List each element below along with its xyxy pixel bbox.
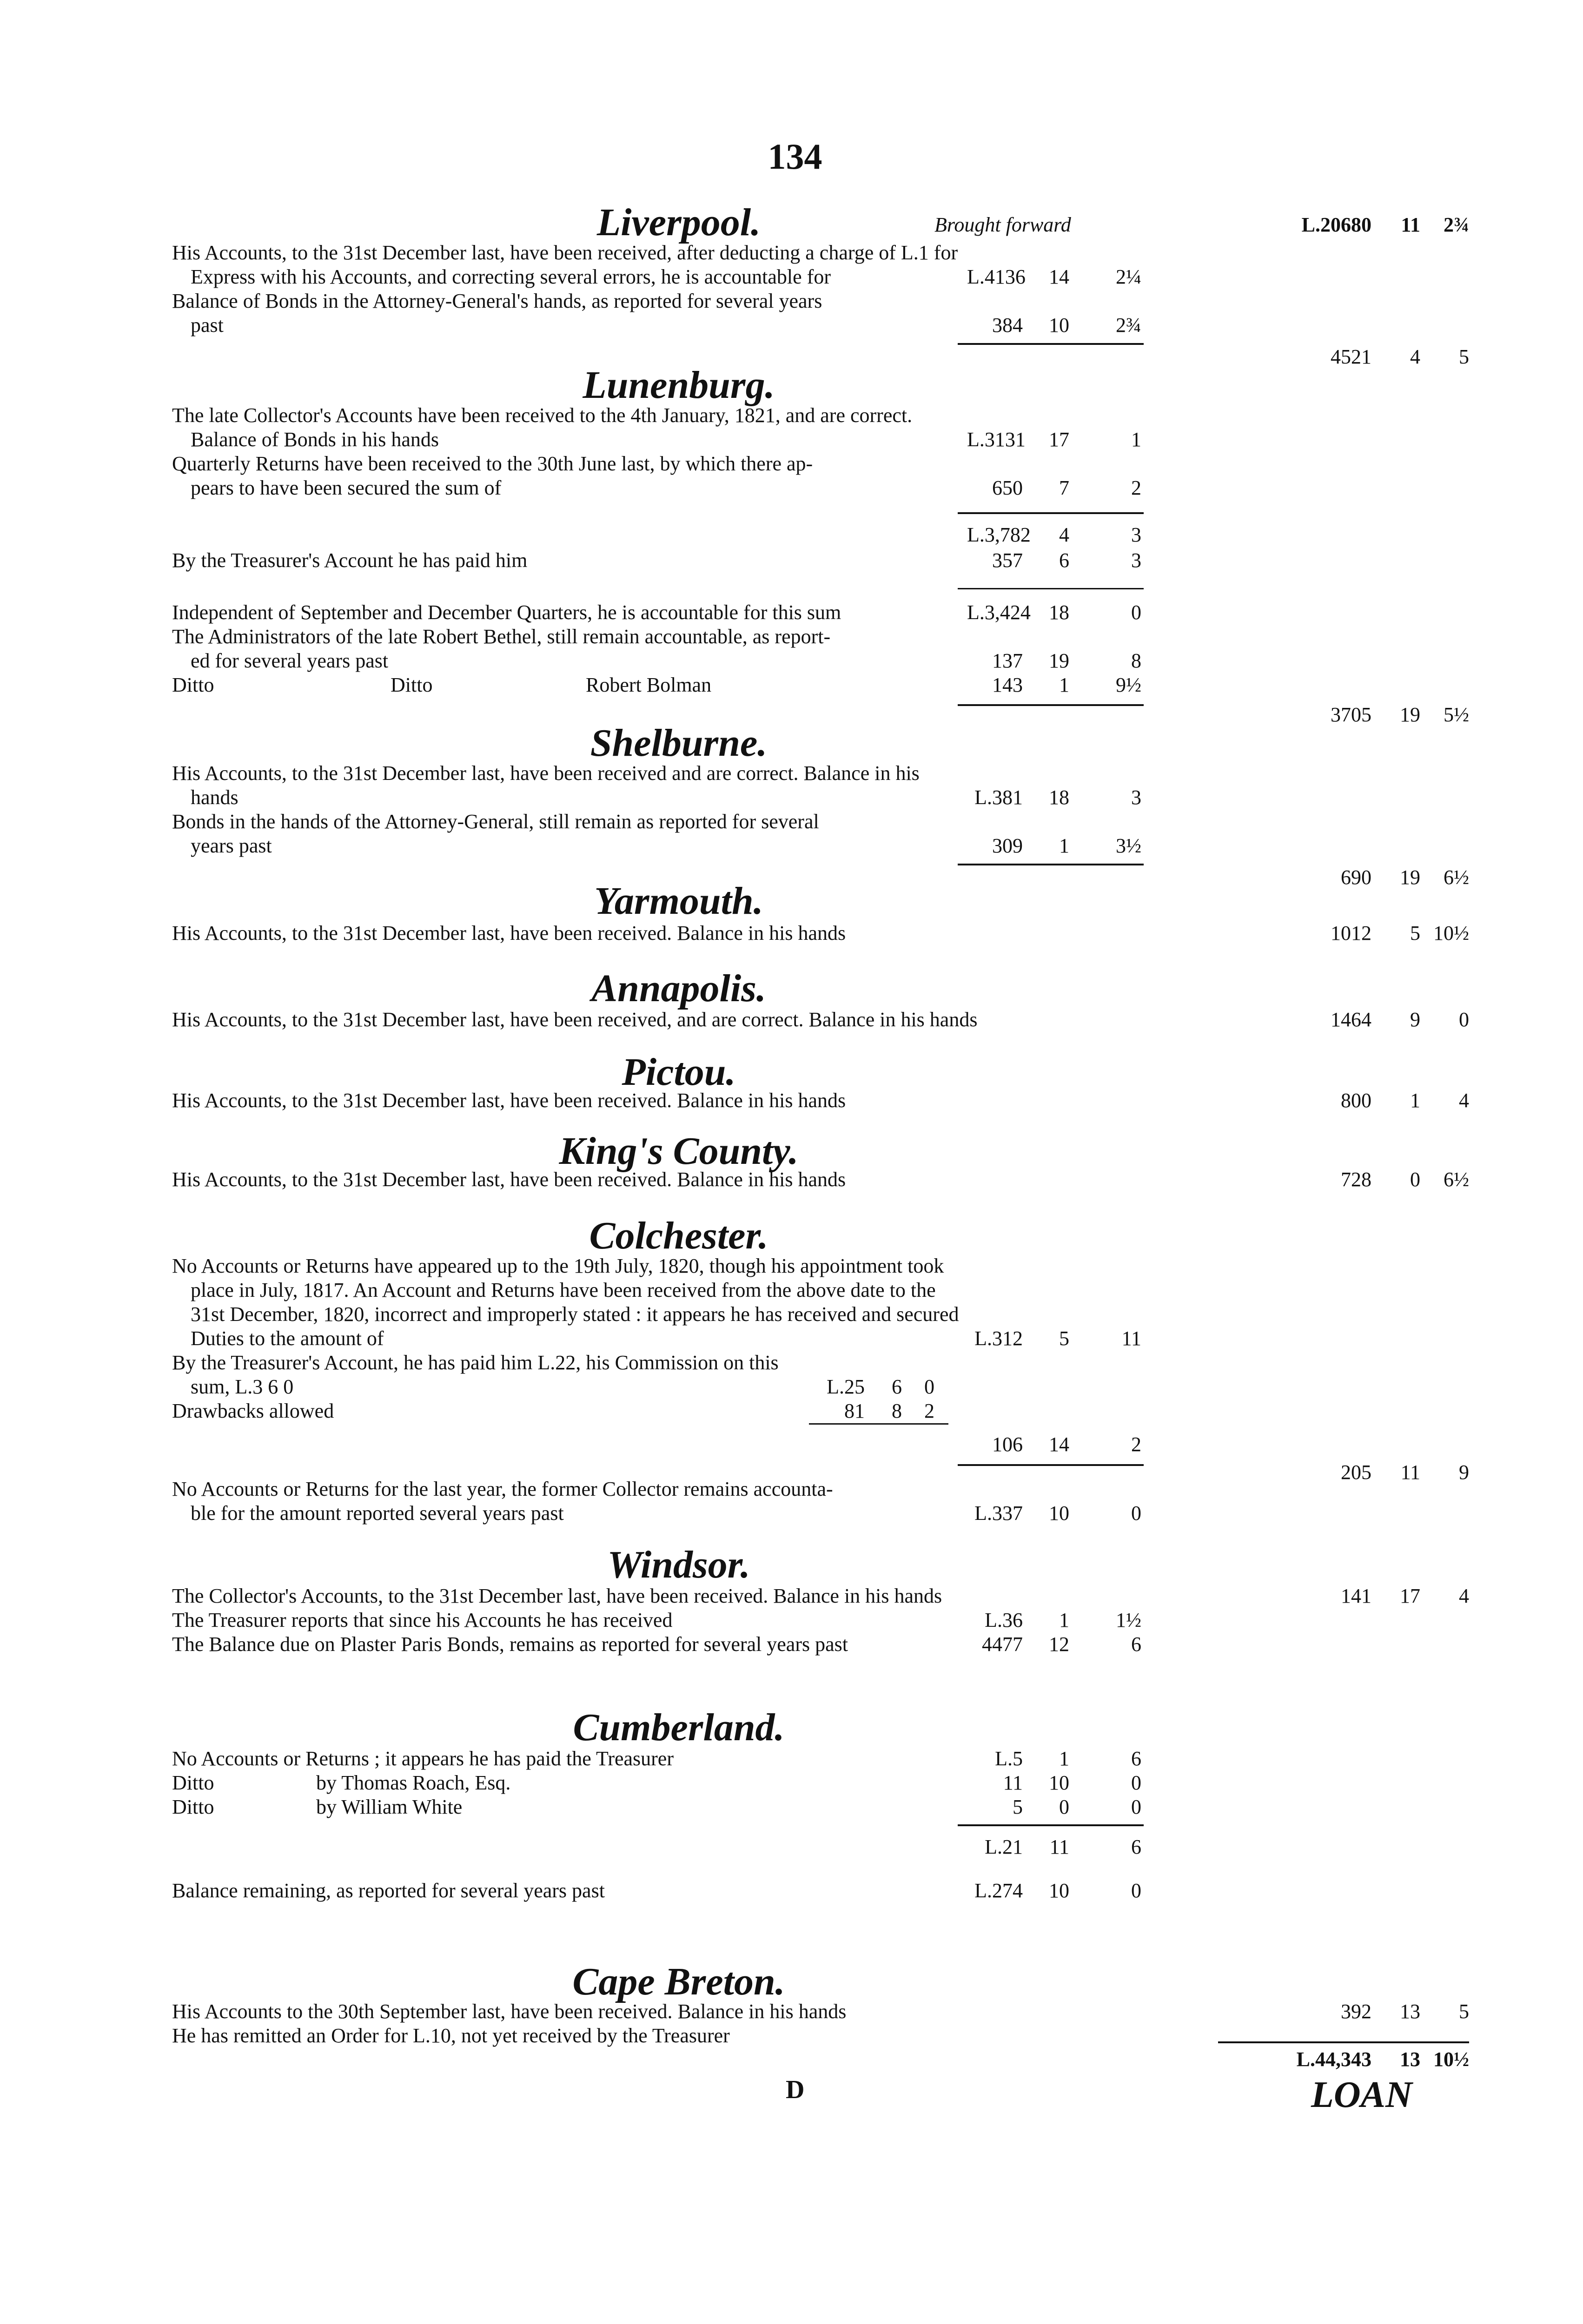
amount-pounds: L.381 — [974, 786, 1023, 809]
windsor-line: The Balance due on Plaster Paris Bonds, remains as reported for several years past — [172, 1633, 848, 1656]
cape-breton-line: He has remitted an Order for L.10, not yet received by the Treasurer — [172, 2024, 730, 2047]
amount-pounds: L.312 — [974, 1327, 1023, 1350]
shelburne-line: Bonds in the hands of the Attorney-General, still remain as reported for several — [172, 810, 819, 833]
total-shillings: 9 — [1410, 1008, 1420, 1031]
total-pounds: 800 — [1341, 1089, 1371, 1112]
total-shillings: 19 — [1400, 866, 1420, 889]
amount-pounds: L.4136 — [967, 265, 1026, 288]
amount-shillings: 10 — [1049, 1879, 1069, 1902]
sum-rule — [958, 588, 1144, 589]
lunenburg-line: The late Collector's Accounts have been received to the 4th January, 1821, and are correct. — [172, 404, 913, 427]
grand-total-pence: 10½ — [1433, 2048, 1469, 2071]
total-pounds: 728 — [1341, 1168, 1371, 1191]
sum-rule — [958, 864, 1144, 865]
amount-pence: 8 — [1131, 649, 1141, 672]
amount-pounds: 384 — [992, 314, 1023, 337]
amount-pounds: L.3,782 — [967, 523, 1031, 546]
section-title-windsor: Windsor. — [607, 1543, 750, 1586]
inner-pounds: L.25 — [827, 1375, 865, 1398]
shelburne-line: hands — [191, 786, 238, 809]
inner-shillings: 6 — [892, 1375, 902, 1398]
windsor-line: The Treasurer reports that since his Accounts he has received — [172, 1609, 673, 1631]
grand-total-rule — [1218, 2041, 1469, 2043]
lunenburg-line: By the Treasurer's Account he has paid him — [172, 549, 528, 572]
cumberland-line: by William White — [316, 1796, 463, 1818]
amount-shillings: 18 — [1049, 786, 1069, 809]
cumberland-line: Ditto — [172, 1796, 214, 1818]
amount-pounds: 650 — [992, 476, 1023, 499]
amount-shillings: 0 — [1059, 1796, 1069, 1818]
section-title-shelburne: Shelburne. — [590, 721, 768, 765]
total-pence: 5½ — [1444, 703, 1469, 726]
amount-shillings: 19 — [1049, 649, 1069, 672]
total-shillings: 13 — [1400, 2000, 1420, 2023]
total-pence: 6½ — [1444, 866, 1469, 889]
liverpool-line: Balance of Bonds in the Attorney-General's hands, as reported for several years — [172, 290, 822, 312]
sum-rule — [809, 1423, 948, 1425]
colchester-line: ble for the amount reported several years past — [191, 1502, 564, 1525]
lunenburg-line: Ditto — [391, 673, 433, 696]
section-title-kings-county: King's County. — [559, 1129, 799, 1173]
lunenburg-line: Quarterly Returns have been received to the 30th June last, by which there ap- — [172, 452, 813, 475]
amount-pounds: L.274 — [974, 1879, 1023, 1902]
section-title-colchester: Colchester. — [589, 1214, 768, 1257]
amount-shillings: 14 — [1049, 1433, 1069, 1456]
total-shillings: 17 — [1400, 1585, 1420, 1607]
grand-total-pounds: L.44,343 — [1296, 2048, 1371, 2071]
amount-pence: 2 — [1131, 476, 1141, 499]
total-pence: 4 — [1459, 1585, 1469, 1607]
total-pence: 0 — [1459, 1008, 1469, 1031]
brought-forward-pounds: L.20680 — [1301, 213, 1371, 236]
lunenburg-line: The Administrators of the late Robert Bethel, still remain accountable, as report- — [172, 625, 831, 648]
colchester-line: Drawbacks allowed — [172, 1400, 334, 1422]
amount-shillings: 10 — [1049, 1771, 1069, 1794]
amount-pence: 6 — [1131, 1835, 1141, 1858]
total-pounds: 141 — [1341, 1585, 1371, 1607]
annapolis-line: His Accounts, to the 31st December last, have been received, and are correct. Balance in his hands — [172, 1008, 978, 1031]
total-shillings: 11 — [1400, 1461, 1420, 1484]
section-title-lunenburg: Lunenburg. — [583, 363, 775, 407]
amount-shillings: 7 — [1059, 476, 1069, 499]
total-pence: 6½ — [1444, 1168, 1469, 1191]
amount-shillings: 1 — [1059, 1747, 1069, 1770]
total-pounds: 3705 — [1331, 703, 1371, 726]
total-pounds: 4521 — [1331, 345, 1371, 368]
total-pence: 4 — [1459, 1089, 1469, 1112]
amount-pounds: 137 — [992, 649, 1023, 672]
pictou-line: His Accounts, to the 31st December last, have been received. Balance in his hands — [172, 1089, 846, 1112]
total-pence: 9 — [1459, 1461, 1469, 1484]
cumberland-line: Ditto — [172, 1771, 214, 1794]
section-title-yarmouth: Yarmouth. — [594, 879, 763, 923]
total-shillings: 5 — [1410, 922, 1420, 944]
amount-shillings: 5 — [1059, 1327, 1069, 1350]
section-title-cumberland: Cumberland. — [573, 1706, 785, 1749]
signature-mark: D — [786, 2075, 805, 2104]
amount-shillings: 1 — [1059, 834, 1069, 857]
amount-pence: 3 — [1131, 549, 1141, 572]
inner-pence: 2 — [924, 1400, 934, 1422]
total-shillings: 4 — [1410, 345, 1420, 368]
sum-rule — [958, 343, 1144, 345]
amount-pence: 0 — [1131, 1879, 1141, 1902]
amount-pence: 6 — [1131, 1747, 1141, 1770]
amount-pounds: 309 — [992, 834, 1023, 857]
cumberland-line: Balance remaining, as reported for several years past — [172, 1879, 605, 1902]
lunenburg-line: Robert Bolman — [586, 673, 712, 696]
shelburne-line: years past — [191, 834, 272, 857]
liverpool-line: His Accounts, to the 31st December last, have been received, after deducting a charge of L.1 for — [172, 241, 958, 264]
amount-pence: 11 — [1121, 1327, 1141, 1350]
brought-forward-shillings: 11 — [1401, 213, 1420, 236]
amount-shillings: 12 — [1049, 1633, 1069, 1656]
amount-pence: 1½ — [1116, 1609, 1141, 1631]
lunenburg-line: Balance of Bonds in his hands — [191, 428, 439, 451]
amount-pounds: 143 — [992, 673, 1023, 696]
sum-rule — [958, 704, 1144, 706]
amount-shillings: 6 — [1059, 549, 1069, 572]
section-title-cape-breton: Cape Breton. — [572, 1960, 785, 2003]
amount-pounds: 357 — [992, 549, 1023, 572]
amount-pence: 0 — [1131, 1771, 1141, 1794]
total-shillings: 1 — [1410, 1089, 1420, 1112]
amount-pounds: 11 — [1003, 1771, 1023, 1794]
brought-forward-label: Brought forward — [934, 213, 1071, 236]
amount-shillings: 10 — [1049, 314, 1069, 337]
amount-pounds: L.36 — [985, 1609, 1023, 1631]
colchester-line: 31st December, 1820, incorrect and improperly stated : it appears he has received and secured — [191, 1303, 959, 1326]
sum-rule — [958, 1824, 1144, 1826]
amount-pounds: L.3131 — [967, 428, 1026, 451]
amount-pounds: L.337 — [974, 1502, 1023, 1525]
amount-pence: 3 — [1131, 786, 1141, 809]
inner-pounds: 81 — [844, 1400, 865, 1422]
total-pounds: 205 — [1341, 1461, 1371, 1484]
amount-pence: 6 — [1131, 1633, 1141, 1656]
amount-shillings: 11 — [1049, 1835, 1069, 1858]
total-pence: 5 — [1459, 345, 1469, 368]
page-number: 134 — [768, 136, 822, 177]
total-shillings: 0 — [1410, 1168, 1420, 1191]
colchester-line: sum, L.3 6 0 — [191, 1375, 294, 1398]
colchester-line: place in July, 1817. An Account and Returns have been received from the above date to the — [191, 1279, 936, 1301]
section-title-annapolis: Annapolis. — [591, 967, 766, 1010]
amount-pence: 0 — [1131, 601, 1141, 624]
inner-pence: 0 — [924, 1375, 934, 1398]
total-pence: 10½ — [1433, 922, 1469, 944]
total-pounds: 1464 — [1331, 1008, 1371, 1031]
inner-shillings: 8 — [892, 1400, 902, 1422]
amount-pence: 2¼ — [1116, 265, 1141, 288]
kings-county-line: His Accounts, to the 31st December last, have been received. Balance in his hands — [172, 1168, 846, 1191]
amount-shillings: 18 — [1049, 601, 1069, 624]
amount-pence: 3 — [1131, 523, 1141, 546]
grand-total-shillings: 13 — [1400, 2048, 1420, 2071]
amount-pence: 1 — [1131, 428, 1141, 451]
amount-pounds: 4477 — [982, 1633, 1023, 1656]
total-pounds: 1012 — [1331, 922, 1371, 944]
colchester-line: By the Treasurer's Account, he has paid him L.22, his Commission on this — [172, 1351, 779, 1374]
yarmouth-line: His Accounts, to the 31st December last, have been received. Balance in his hands — [172, 922, 846, 944]
section-title-liverpool: Liverpool. — [596, 201, 761, 244]
lunenburg-line: Ditto — [172, 673, 214, 696]
amount-pence: 9½ — [1116, 673, 1141, 696]
colchester-line: No Accounts or Returns have appeared up to the 19th July, 1820, though his appointment took — [172, 1254, 944, 1277]
amount-pence: 0 — [1131, 1502, 1141, 1525]
amount-pounds: L.21 — [985, 1835, 1023, 1858]
windsor-line: The Collector's Accounts, to the 31st December last, have been received. Balance in his hands — [172, 1585, 942, 1607]
liverpool-line: past — [191, 314, 224, 337]
colchester-line: Duties to the amount of — [191, 1327, 384, 1350]
shelburne-line: His Accounts, to the 31st December last, have been received and are correct. Balance in his — [172, 762, 920, 785]
amount-pence: 2 — [1131, 1433, 1141, 1456]
liverpool-line: Express with his Accounts, and correcting several errors, he is accountable for — [191, 265, 831, 288]
amount-pounds: 106 — [992, 1433, 1023, 1456]
cumberland-line: by Thomas Roach, Esq. — [316, 1771, 511, 1794]
catchword: LOAN — [1311, 2074, 1412, 2115]
amount-pence: 2¾ — [1116, 314, 1141, 337]
colchester-line: No Accounts or Returns for the last year, the former Collector remains accounta- — [172, 1478, 833, 1500]
lunenburg-line: pears to have been secured the sum of — [191, 476, 502, 499]
total-pounds: 690 — [1341, 866, 1371, 889]
amount-pence: 0 — [1131, 1796, 1141, 1818]
amount-shillings: 10 — [1049, 1502, 1069, 1525]
amount-pence: 3½ — [1116, 834, 1141, 857]
lunenburg-line: Independent of September and December Quarters, he is accountable for this sum — [172, 601, 841, 624]
amount-pounds: L.3,424 — [967, 601, 1031, 624]
total-pounds: 392 — [1341, 2000, 1371, 2023]
amount-shillings: 14 — [1049, 265, 1069, 288]
sum-rule — [958, 512, 1144, 514]
total-pence: 5 — [1459, 2000, 1469, 2023]
section-title-pictou: Pictou. — [622, 1050, 736, 1094]
brought-forward-pence: 2¾ — [1444, 213, 1469, 236]
cumberland-line: No Accounts or Returns ; it appears he has paid the Treasurer — [172, 1747, 674, 1770]
total-shillings: 19 — [1400, 703, 1420, 726]
cape-breton-line: His Accounts to the 30th September last, have been received. Balance in his hands — [172, 2000, 847, 2023]
sum-rule — [958, 1464, 1144, 1466]
amount-pounds: 5 — [1013, 1796, 1023, 1818]
amount-shillings: 1 — [1059, 673, 1069, 696]
amount-shillings: 4 — [1059, 523, 1069, 546]
amount-shillings: 1 — [1059, 1609, 1069, 1631]
amount-shillings: 17 — [1049, 428, 1069, 451]
lunenburg-line: ed for several years past — [191, 649, 389, 672]
amount-pounds: L.5 — [995, 1747, 1023, 1770]
